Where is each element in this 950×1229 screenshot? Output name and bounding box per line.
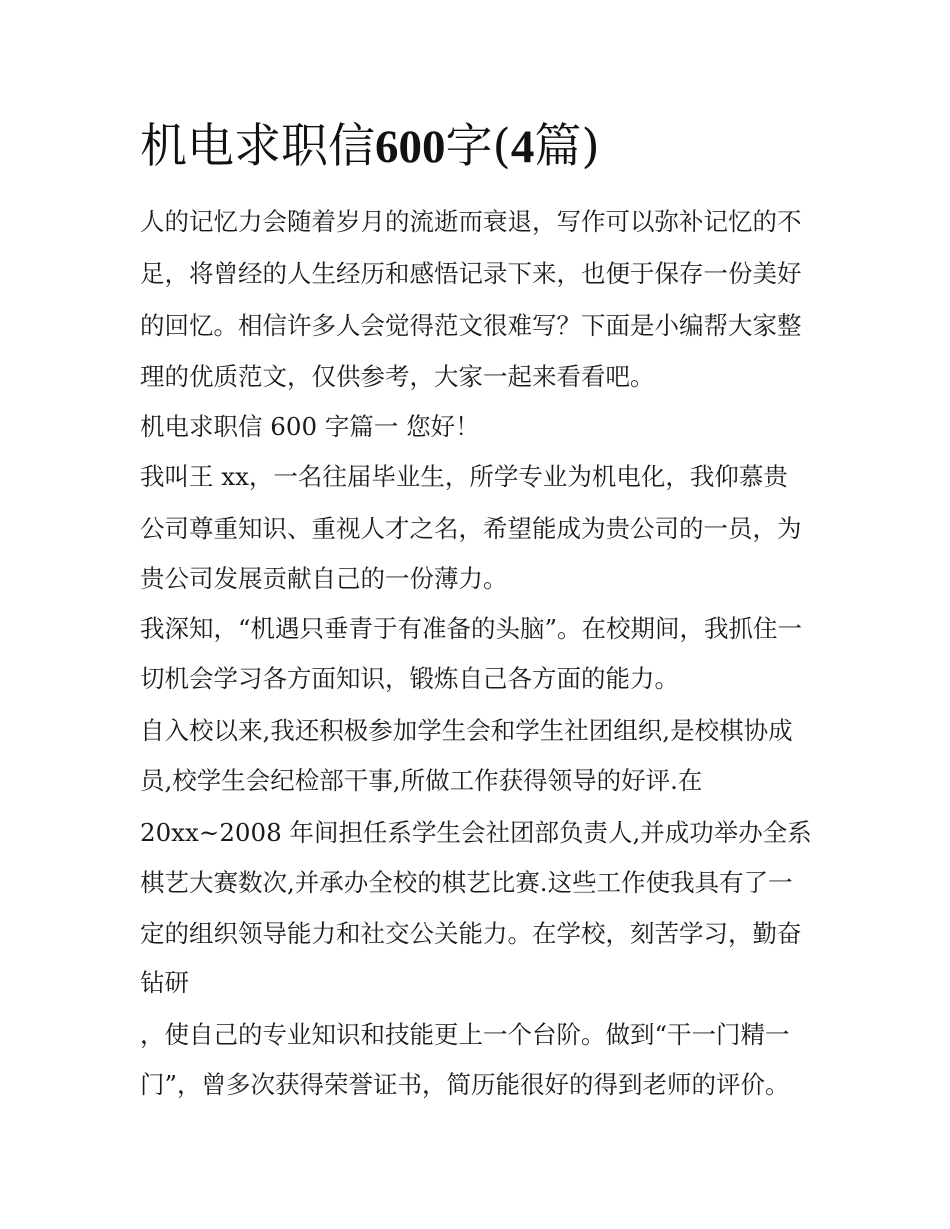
body-line: 棋艺大赛数次,并承办全校的棋艺比赛.这些工作使我具有了一 — [140, 868, 793, 897]
body-line: 足，将曾经的人生经历和感悟记录下来，也便于保存一份美好 — [140, 259, 802, 288]
body-line: 我深知，“机遇只垂青于有准备的头脑”。在校期间，我抓住一 — [140, 614, 803, 643]
body-line: 的回忆。相信许多人会觉得范文很难写？下面是小编帮大家整 — [140, 311, 802, 340]
title-mid: 字( — [445, 119, 511, 174]
document-title — [140, 118, 840, 176]
body-line: 切机会学习各方面知识，锻炼自己各方面的能力。 — [140, 664, 679, 693]
body-line: 我叫王 xx，一名往届毕业生，所学专业为机电化，我仰慕贵 — [140, 462, 788, 491]
section-heading-line: 机电求职信 600 字篇一 您好！ — [140, 412, 480, 441]
body-line: 定的组织领导能力和社交公关能力。在学校，刻苦学习，勤奋 — [140, 919, 802, 948]
body-line: 自入校以来,我还积极参加学生会和学生社团组织,是校棋协成 — [140, 716, 793, 745]
body-line: 钻研 — [140, 968, 189, 997]
body-line: 理的优质范文，仅供参考，大家一起来看看吧。 — [140, 362, 655, 391]
body-line: 员,校学生会纪检部干事,所做工作获得领导的好评.在 — [140, 766, 703, 795]
body-line: 20xx~2008 年间担任系学生会社团部负责人,并成功举办全系 — [140, 818, 812, 847]
title-text: 机电求职信 — [140, 119, 375, 174]
body-line: ，使自己的专业知识和技能更上一个台阶。做到“干一门精一 — [140, 1020, 790, 1049]
body-line: 贵公司发展贡献自己的一份薄力。 — [140, 564, 508, 593]
body-line: 公司尊重知识、重视人才之名，希望能成为贵公司的一员，为 — [140, 514, 802, 543]
body-line: 人的记忆力会随着岁月的流逝而衰退，写作可以弥补记忆的不 — [140, 207, 802, 236]
title-count: 4 — [510, 121, 535, 173]
title-number: 600 — [375, 121, 446, 173]
body-line: 门”，曾多次获得荣誉证书，简历能很好的得到老师的评价。 — [140, 1070, 790, 1099]
title-end: 篇) — [534, 119, 600, 174]
